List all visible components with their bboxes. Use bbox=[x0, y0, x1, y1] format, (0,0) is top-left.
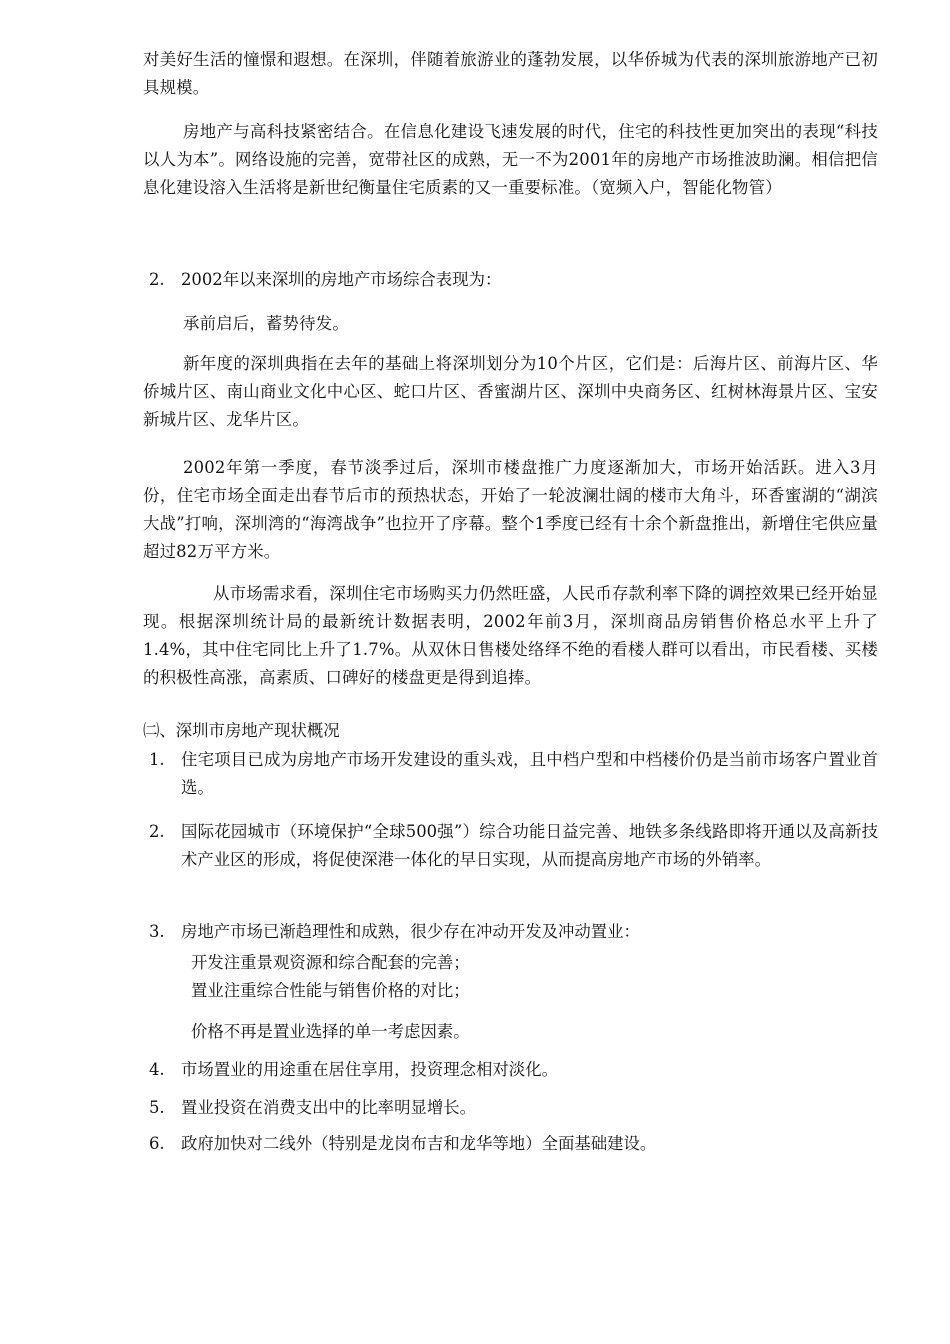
list-number: 5. bbox=[149, 1098, 165, 1117]
list-text: 住宅项目已成为房地产市场开发建设的重头戏，且中档户型和中档楼价仍是当前市场客户置业首选。 bbox=[181, 750, 878, 797]
list-text: 置业投资在消费支出中的比率明显增长。 bbox=[181, 1098, 477, 1117]
paragraph-first-quarter: 2002年第一季度，春节淡季过后，深圳市楼盘推广力度逐渐加大，市场开始活跃。进入3月份，住宅市场全面走出春节后市的预热状态，开始了一轮波澜壮阔的楼市大角斗，环香蜜湖的“湖滨大战”打响，深圳湾的“海湾战争”也拉开了序幕。整个1季度已经有十余个新盘推出，新增住宅供应量超过82万平方米。 bbox=[143, 458, 878, 561]
sub-item-purchase: 置业注重综合性能与销售价格的对比； bbox=[191, 981, 470, 1000]
list-number: 2. bbox=[149, 270, 165, 289]
paragraph-tourism-real-estate: 对美好生活的憧憬和遐想。在深圳，伴随着旅游业的蓬勃发展，以华侨城为代表的深圳旅游地产已初具规模。 bbox=[143, 50, 878, 97]
list-text: 国际花园城市（环境保护“全球500强”）综合功能日益完善、地铁多条线路即将开通以及高新技术产业区的形成，将促使深港一体化的早日实现，从而提高房地产市场的外销率。 bbox=[181, 822, 878, 869]
list-item bbox=[143, 746, 878, 802]
list-item bbox=[143, 1130, 878, 1158]
section-heading: ㈡、深圳市房地产现状概况 bbox=[143, 721, 340, 740]
list-number: 2. bbox=[149, 822, 165, 841]
paragraph-tech-housing: 房地产与高科技紧密结合。在信息化建设飞速发展的时代，住宅的科技性更加突出的表现“科技以人为本”。网络设施的完善，宽带社区的成熟，无一不为2001年的房地产市场推波助澜。相信把信息化建设溶入生活将是新世纪衡量住宅质素的又一重要标准。（宽频入户，智能化物管） bbox=[143, 122, 878, 197]
paragraph-ten-districts: 新年度的深圳典指在去年的基础上将深圳划分为10个片区，它们是：后海片区、前海片区、华侨城片区、南山商业文化中心区、蛇口片区、香蜜湖片区、深圳中央商务区、红树林海景片区、宝安新城片区、龙华片区。 bbox=[143, 354, 878, 429]
list-item bbox=[143, 918, 878, 946]
list-item bbox=[143, 1094, 878, 1122]
list-text: 市场置业的用途重在居住享用，投资理念相对淡化。 bbox=[181, 1060, 558, 1079]
list-text: 房地产市场已渐趋理性和成熟，很少存在冲动开发及冲动置业： bbox=[181, 922, 640, 941]
list-number: 3. bbox=[149, 922, 165, 941]
list-item bbox=[143, 1056, 878, 1084]
sub-item-development: 开发注重景观资源和综合配套的完善； bbox=[191, 953, 470, 972]
list-item-2002-market bbox=[143, 266, 878, 294]
list-number: 1. bbox=[149, 750, 165, 769]
paragraph-market-demand: 从市场需求看，深圳住宅市场购买力仍然旺盛，人民币存款利率下降的调控效果已经开始显现。根据深圳统计局的最新统计数据表明，2002年前3月，深圳商品房销售价格总水平上升了1.4%，其中住宅同比上升了1.7%。从双休日售楼处络绎不绝的看楼人群可以看出，市民看楼、买楼的积极性高涨，高素质、口碑好的楼盘更是得到追捧。 bbox=[143, 584, 878, 687]
sub-item-price: 价格不再是置业选择的单一考虑因素。 bbox=[191, 1022, 470, 1041]
paragraph-summary: 承前启后，蓄势待发。 bbox=[183, 314, 349, 333]
list-number: 4. bbox=[149, 1060, 165, 1079]
list-item bbox=[143, 818, 878, 874]
list-text: 政府加快对二线外（特别是龙岗布吉和龙华等地）全面基础建设。 bbox=[181, 1134, 657, 1153]
list-text: 2002年以来深圳的房地产市场综合表现为： bbox=[181, 270, 502, 289]
list-number: 6. bbox=[149, 1134, 165, 1153]
